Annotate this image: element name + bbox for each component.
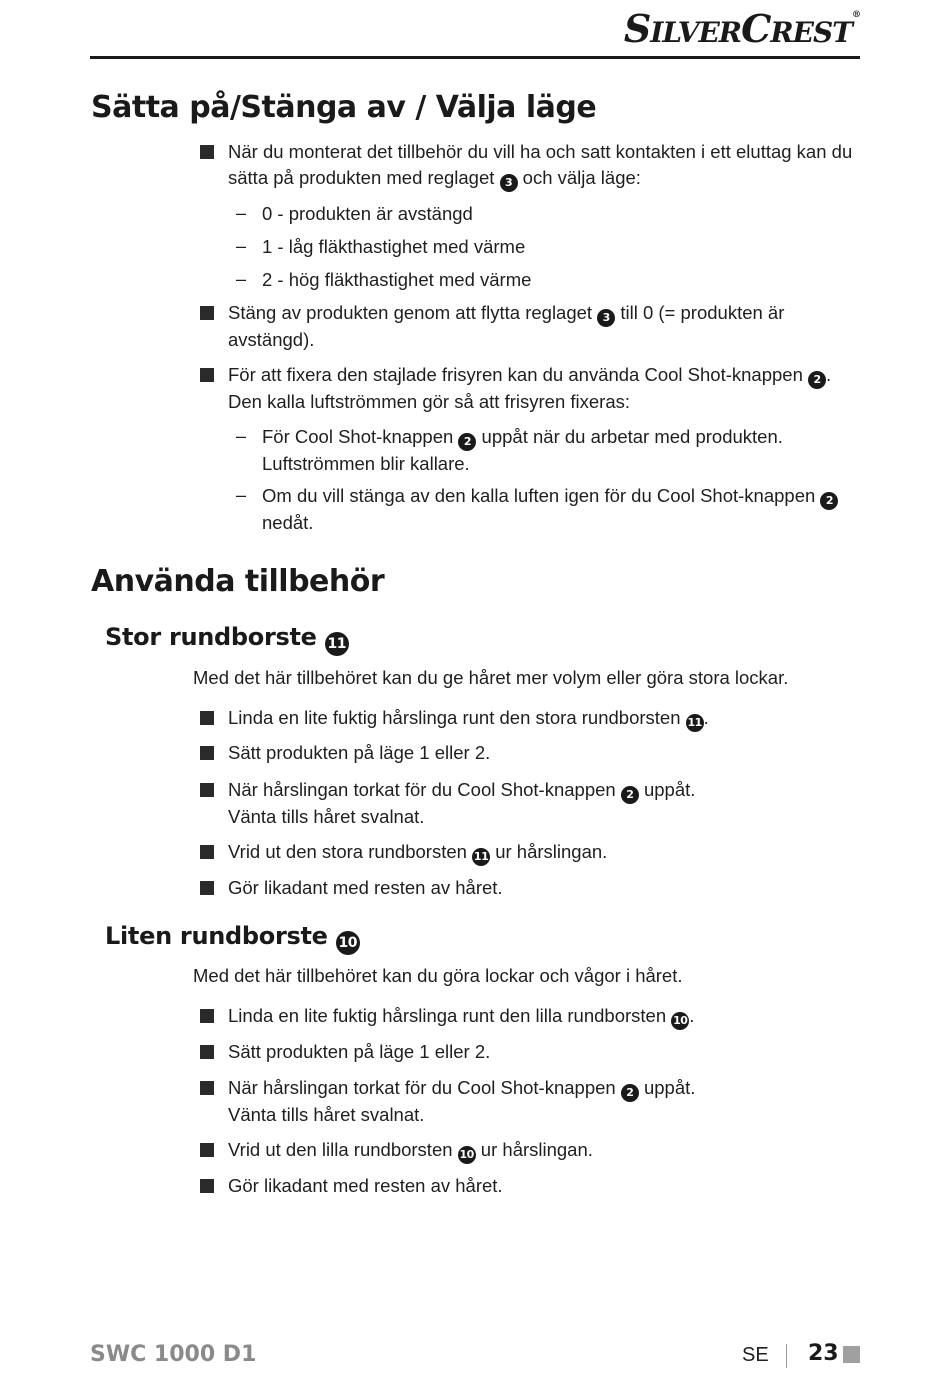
instruction-item: Linda en lite fuktig hårslinga runt den lilla rundborsten 10. <box>228 1003 863 1030</box>
callout-number-icon: 2 <box>621 786 639 804</box>
footer-square-icon <box>843 1346 860 1363</box>
callout-number-icon: 2 <box>458 433 476 451</box>
sub-item: Om du vill stänga av den kalla luften igen för du Cool Shot-knappen 2 nedåt. <box>262 483 862 536</box>
logo-letter: S <box>623 6 651 51</box>
footer-language: SE <box>742 1344 769 1366</box>
instruction-item: Sätt produkten på läge 1 eller 2. <box>228 1041 491 1062</box>
instruction-item: Linda en lite fuktig hårslinga runt den stora rundborsten 11. <box>228 705 863 732</box>
sub-item: För Cool Shot-knappen 2 uppåt när du arbetar med produkten. Luftströmmen blir kallare. <box>262 426 783 474</box>
bullet-square-icon <box>200 145 214 159</box>
instruction-item: Sätt produkten på läge 1 eller 2. <box>228 742 491 763</box>
callout-number-icon: 10 <box>458 1146 476 1164</box>
dash-marker: – <box>236 426 247 446</box>
callout-number-icon: 11 <box>686 714 704 732</box>
bullet-square-icon <box>200 1179 214 1193</box>
instruction-item: När hårslingan torkat för du Cool Shot-knappen 2 uppåt. Vänta tills håret svalnat. <box>228 779 696 827</box>
page-header <box>90 0 860 60</box>
dash-marker: – <box>236 236 247 256</box>
mode-item: 0 - produkten är avstängd <box>262 203 473 224</box>
intro-paragraph: Med det här tillbehöret kan du göra lockar och vågor i håret. <box>193 965 683 986</box>
bullet-square-icon <box>200 845 214 859</box>
logo-letters: REST <box>770 16 852 49</box>
callout-number-icon: 11 <box>472 848 490 866</box>
instruction-item: För att fixera den stajlade frisyren kan du använda Cool Shot-knappen 2 . Den kalla luftströmmen gör så att frisyren fixeras: <box>228 364 832 412</box>
mode-item: 1 - låg fläkthastighet med värme <box>262 236 526 257</box>
instruction-item: Gör likadant med resten av håret. <box>228 1175 503 1196</box>
callout-number-icon: 2 <box>808 371 826 389</box>
subsection-title-small-brush: Liten rundborste 10 <box>105 922 360 955</box>
subsection-title-large-brush: Stor rundborste 11 <box>105 623 349 656</box>
instruction-item: När hårslingan torkat för du Cool Shot-knappen 2 uppåt. Vänta tills håret svalnat. <box>228 1077 696 1125</box>
header-rule <box>90 56 860 59</box>
footer-separator <box>786 1344 787 1368</box>
bullet-square-icon <box>200 1143 214 1157</box>
bullet-square-icon <box>200 881 214 895</box>
dash-marker: – <box>236 269 247 289</box>
bullet-square-icon <box>200 711 214 725</box>
instruction-item: När du monterat det tillbehör du vill ha och satt kontakten i ett eluttag kan du sätta på produkten med reglaget 3 och välja läge: <box>228 139 863 192</box>
registered-mark: ® <box>852 10 860 20</box>
page-number: 23 <box>808 1341 839 1366</box>
bullet-square-icon <box>200 746 214 760</box>
bullet-square-icon <box>200 306 214 320</box>
instruction-item: Stäng av produkten genom att flytta reglaget 3 till 0 (= produkten är avstängd). <box>228 302 785 350</box>
footer-model: SWC 1000 D1 <box>90 1342 257 1367</box>
callout-number-icon: 11 <box>325 632 349 656</box>
callout-number-icon: 10 <box>336 931 360 955</box>
callout-number-icon: 10 <box>671 1012 689 1030</box>
silvercrest-logo <box>624 6 860 51</box>
instruction-item: Vrid ut den lilla rundborsten 10 ur hårslingan. <box>228 1137 863 1164</box>
bullet-square-icon <box>200 1045 214 1059</box>
callout-number-icon: 3 <box>500 174 518 192</box>
instruction-item: Vrid ut den stora rundborsten 11 ur hårslingan. <box>228 839 863 866</box>
section-title-accessories: Använda tillbehör <box>91 564 385 599</box>
logo-letters: ILVER <box>650 16 742 49</box>
instruction-item: Gör likadant med resten av håret. <box>228 877 503 898</box>
dash-marker: – <box>236 485 247 505</box>
bullet-square-icon <box>200 1081 214 1095</box>
logo-letter: C <box>741 6 771 51</box>
intro-paragraph: Med det här tillbehöret kan du ge håret mer volym eller göra stora lockar. <box>193 667 789 688</box>
callout-number-icon: 2 <box>621 1084 639 1102</box>
callout-number-icon: 2 <box>820 492 838 510</box>
bullet-square-icon <box>200 1009 214 1023</box>
section-title-switch: Sätta på/Stänga av / Välja läge <box>91 90 597 125</box>
mode-item: 2 - hög fläkthastighet med värme <box>262 269 532 290</box>
bullet-square-icon <box>200 368 214 382</box>
bullet-square-icon <box>200 783 214 797</box>
callout-number-icon: 3 <box>597 309 615 327</box>
dash-marker: – <box>236 203 247 223</box>
